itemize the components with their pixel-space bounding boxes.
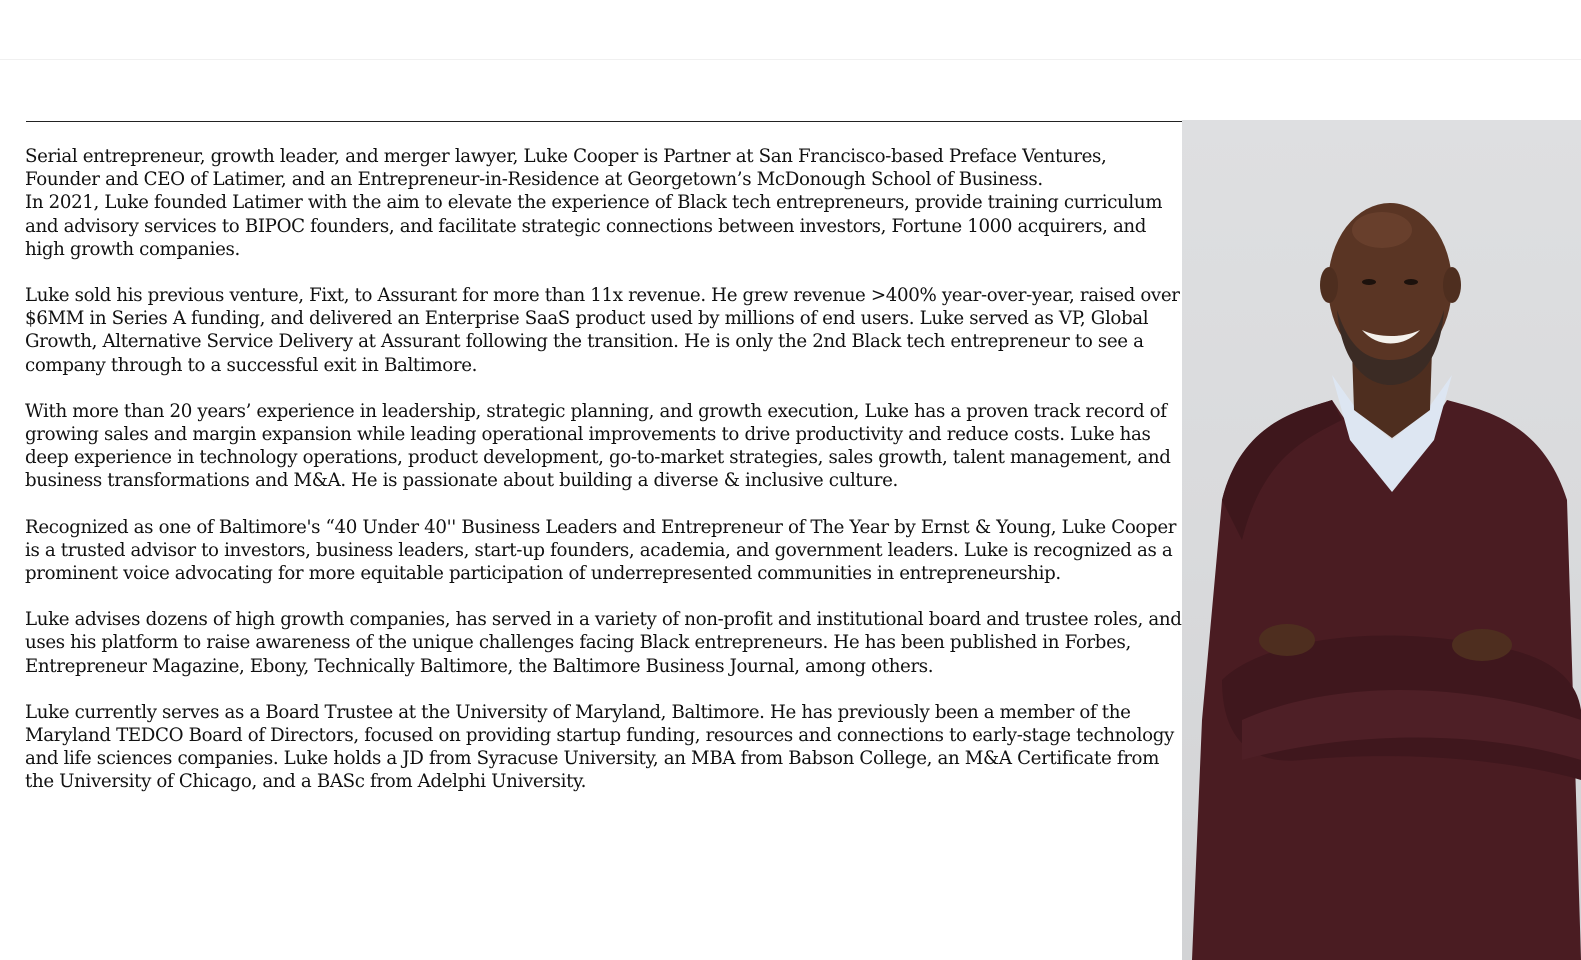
bio-paragraph-6: Luke advises dozens of high growth companies, has served in a variety of non-profit and institutional board and trustee roles, and uses his platform to raise awareness of the unique challenges facing Black entrepreneurs. He has been published in Forbes, Entrepreneur Magazine, Ebony, Technically Baltimore, the Baltimore Business Journal, among others.: [25, 609, 1182, 677]
bio-paragraph-4: With more than 20 years’ experience in leadership, strategic planning, and growth execution, Luke has a proven track record of growing sales and margin expansion while leading operational improvements to drive productivity and reduce costs. Luke has deep experience in technology operations, product development, go-to-market strategies, sales growth, talent management, and business transformations and M&A. He is passionate about building a diverse & inclusive culture.: [25, 400, 1171, 492]
section-divider: [26, 121, 1182, 122]
bio-paragraph-1: Serial entrepreneur, growth leader, and merger lawyer, Luke Cooper is Partner at San Francisco-based Preface Ventures, Founder and CEO of Latimer, and an Entrepreneur-in-Residence at Georgetown’s McDonough School of Business.: [25, 146, 1107, 191]
portrait-photo: [1182, 120, 1581, 960]
portrait-illustration: [1182, 120, 1581, 960]
bio-paragraph-2: In 2021, Luke founded Latimer with the aim to elevate the experience of Black tech entrepreneurs, provide training curriculum and advisory services to BIPOC founders, and facilitate strategic connections between investors, Fortune 1000 acquirers, and high growth companies.: [25, 192, 1163, 260]
bio-text: [25, 145, 1185, 817]
bio-paragraph-3: Luke sold his previous venture, Fixt, to Assurant for more than 11x revenue. He grew revenue >400% year-over-year, raised over $6MM in Series A funding, and delivered an Enterprise SaaS product used by millions of end users. Luke served as VP, Global Growth, Alternative Service Delivery at Assurant following the transition. He is only the 2nd Black tech entrepreneur to see a company through to a successful exit in Baltimore.: [25, 285, 1180, 376]
bio-paragraph-7: Luke currently serves as a Board Trustee at the University of Maryland, Baltimore. He has previously been a member of the Maryland TEDCO Board of Directors, focused on providing startup funding, resources and connections to early-stage technology and life sciences companies. Luke holds a JD from Syracuse University, an MBA from Babson College, an M&A Certificate from the University of Chicago, and a BASc from Adelphi University.: [25, 701, 1174, 793]
top-header-bar: [0, 0, 1581, 60]
bio-paragraph-5: Recognized as one of Baltimore's “40 Under 40'' Business Leaders and Entrepreneur of The Year by Ernst & Young, Luke Cooper is a trusted advisor to investors, business leaders, start-up founders, academia, and government leaders. Luke is recognized as a prominent voice advocating for more equitable participation of underrepresented communities in entrepreneurship.: [25, 516, 1177, 585]
